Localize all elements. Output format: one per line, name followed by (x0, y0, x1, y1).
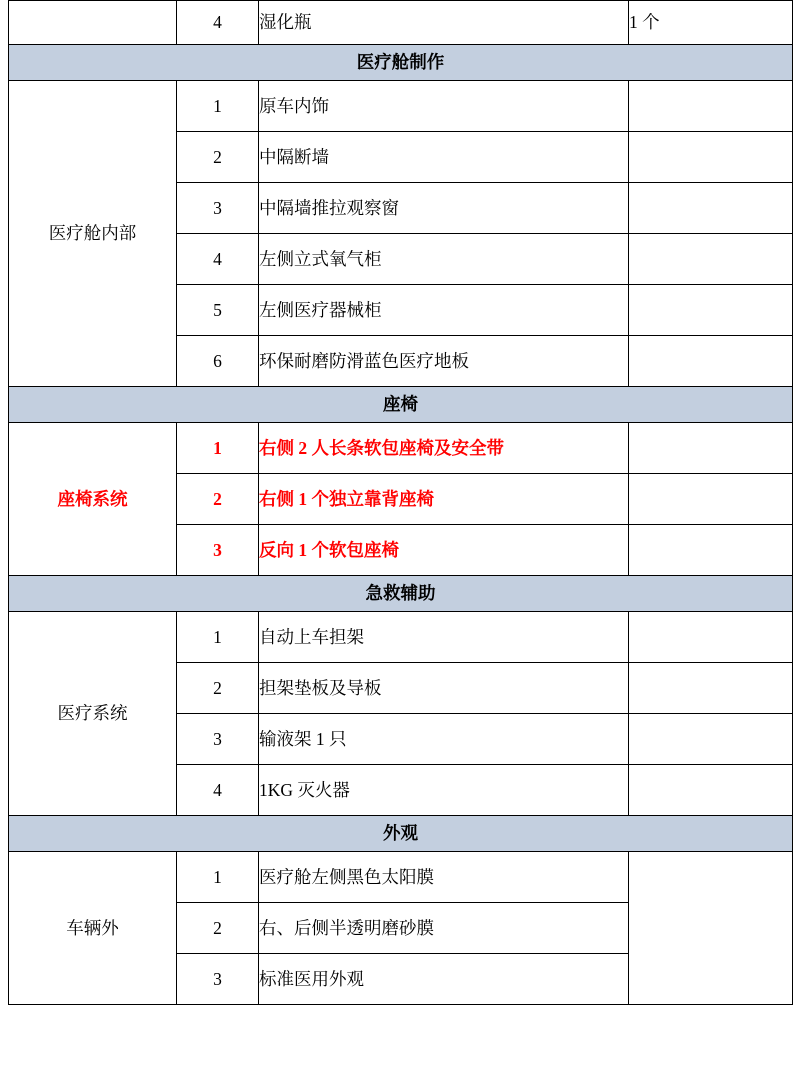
specification-table (8, 0, 793, 1005)
table-row (9, 81, 793, 132)
item-number: 2 (177, 903, 259, 954)
item-description: 环保耐磨防滑蓝色医疗地板 (259, 336, 629, 387)
item-description: 左侧立式氧气柜 (259, 234, 629, 285)
item-description: 医疗舱左侧黑色太阳膜 (259, 852, 629, 903)
item-number: 3 (177, 183, 259, 234)
item-quantity (629, 132, 793, 183)
item-quantity (629, 336, 793, 387)
table-row (9, 1, 793, 45)
item-description: 右侧 1 个独立靠背座椅 (259, 474, 629, 525)
item-quantity (629, 183, 793, 234)
section-title: 座椅 (9, 387, 793, 423)
item-quantity (629, 852, 793, 1005)
item-number: 5 (177, 285, 259, 336)
item-description: 原车内饰 (259, 81, 629, 132)
section-header-row (9, 576, 793, 612)
table-row (9, 852, 793, 903)
table-body (9, 1, 793, 1005)
item-number: 3 (177, 525, 259, 576)
table-row (9, 423, 793, 474)
item-quantity (629, 474, 793, 525)
item-number: 1 (177, 423, 259, 474)
item-number: 1 (177, 852, 259, 903)
item-number: 4 (177, 765, 259, 816)
item-description: 自动上车担架 (259, 612, 629, 663)
item-quantity (629, 612, 793, 663)
item-number: 6 (177, 336, 259, 387)
item-quantity (629, 525, 793, 576)
item-number: 3 (177, 954, 259, 1005)
category-cell: 医疗舱内部 (9, 81, 177, 387)
item-quantity (629, 234, 793, 285)
item-description: 右侧 2 人长条软包座椅及安全带 (259, 423, 629, 474)
section-header-row (9, 45, 793, 81)
item-number: 1 (177, 612, 259, 663)
section-header-row (9, 387, 793, 423)
item-number: 1 (177, 81, 259, 132)
item-description: 标准医用外观 (259, 954, 629, 1005)
section-title: 外观 (9, 816, 793, 852)
item-number: 2 (177, 663, 259, 714)
item-quantity: 1 个 (629, 1, 793, 45)
category-cell-empty (9, 1, 177, 45)
item-description: 中隔断墙 (259, 132, 629, 183)
item-number: 3 (177, 714, 259, 765)
category-cell: 车辆外 (9, 852, 177, 1005)
item-description: 左侧医疗器械柜 (259, 285, 629, 336)
item-description: 担架垫板及导板 (259, 663, 629, 714)
table-row (9, 612, 793, 663)
category-cell: 座椅系统 (9, 423, 177, 576)
item-description: 输液架 1 只 (259, 714, 629, 765)
item-number: 4 (177, 234, 259, 285)
item-description: 湿化瓶 (259, 1, 629, 45)
item-quantity (629, 765, 793, 816)
item-quantity (629, 714, 793, 765)
item-quantity (629, 81, 793, 132)
item-description: 右、后侧半透明磨砂膜 (259, 903, 629, 954)
item-description: 中隔墙推拉观察窗 (259, 183, 629, 234)
item-quantity (629, 423, 793, 474)
item-quantity (629, 663, 793, 714)
item-number: 4 (177, 1, 259, 45)
section-title: 急救辅助 (9, 576, 793, 612)
item-quantity (629, 285, 793, 336)
item-description: 1KG 灭火器 (259, 765, 629, 816)
section-title: 医疗舱制作 (9, 45, 793, 81)
item-number: 2 (177, 132, 259, 183)
item-description: 反向 1 个软包座椅 (259, 525, 629, 576)
item-number: 2 (177, 474, 259, 525)
category-cell: 医疗系统 (9, 612, 177, 816)
section-header-row (9, 816, 793, 852)
